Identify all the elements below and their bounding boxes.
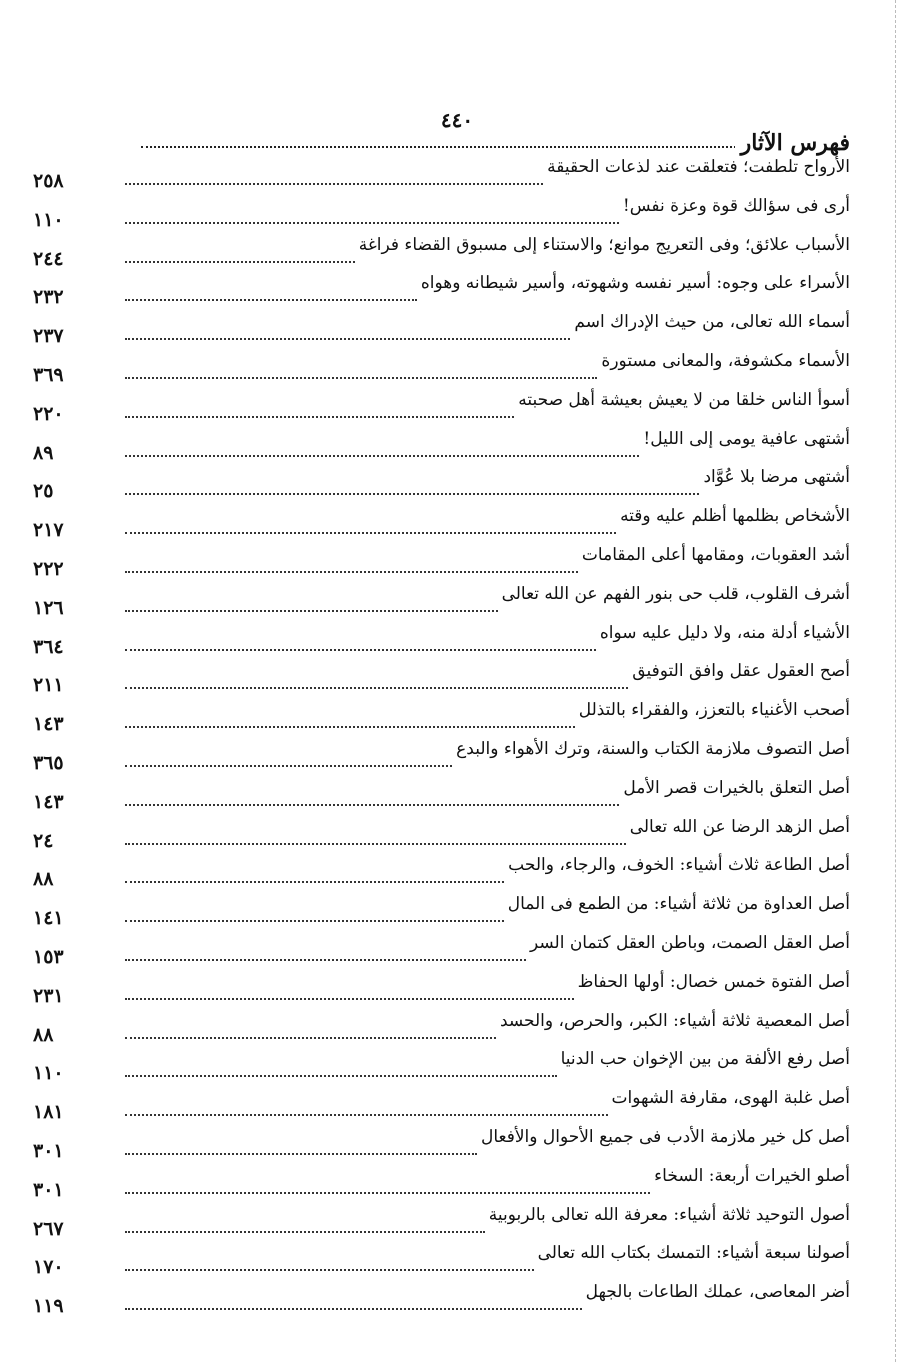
dot-leader: [125, 1269, 534, 1271]
entry-text: أشد العقوبات، ومقامها أعلى المقامات: [581, 544, 850, 565]
entry-page-number: ١١٠: [33, 1062, 64, 1085]
entry-text: أصحب الأغنياء بالتعزز، والفقراء بالتذلل: [578, 700, 850, 721]
entry-text: أصل العقل الصمت، وباطن العقل كتمان السر: [529, 932, 850, 953]
index-entry: [33, 854, 850, 893]
entry-page-number: ٢٣١: [33, 984, 64, 1007]
entry-text: أصل المعصية ثلاثة أشياء: الكبر، والحرص، والحسد: [499, 1010, 850, 1031]
index-entry: [33, 893, 850, 932]
page-number: ٤٤٠: [440, 108, 474, 132]
entry-page-number: ١٤١: [33, 907, 64, 930]
dot-leader: [125, 299, 417, 301]
dot-leader: [125, 1308, 582, 1310]
entry-page-number: ١٧٠: [33, 1256, 64, 1279]
index-entry: [33, 660, 850, 699]
entry-text: أصح العقول عقل وافق التوفيق: [632, 661, 850, 682]
index-entry: [33, 583, 850, 622]
entry-text: الأشخاص بظلمها أظلم عليه وقته: [620, 506, 850, 527]
index-entry: [33, 195, 850, 234]
dot-leader: [125, 1231, 485, 1233]
index-entry: [33, 544, 850, 583]
entry-text: الأسباب علائق؛ وفى التعريج موانع؛ والاستناء إلى مسبوق القضاء فراغة: [358, 234, 850, 255]
dot-leader: [125, 261, 355, 263]
entry-text: أسماء الله تعالى، من حيث الإدراك اسم: [574, 312, 850, 333]
dot-leader: [125, 222, 619, 224]
index-entry: [33, 428, 850, 467]
entry-text: أشتهى مرضا بلا عُوَّاد: [703, 467, 850, 488]
index-entry: [33, 272, 850, 311]
entry-page-number: ٢٢٠: [33, 402, 64, 425]
dot-leader: [125, 1037, 496, 1039]
index-entry: [33, 1281, 850, 1320]
index-entry: [33, 466, 850, 505]
entry-text: أشتهى عافية يومى إلى الليل!: [643, 428, 850, 449]
index-entry: [33, 1126, 850, 1165]
entry-text: الأرواح تلطفت؛ فتعلقت عند لذعات الحقيقة: [547, 157, 850, 177]
entry-page-number: ٢٣٢: [33, 286, 64, 309]
dot-leader: [125, 1075, 557, 1077]
dot-leader: [125, 649, 596, 651]
dot-leader: [125, 1153, 477, 1155]
index-entry: [33, 699, 850, 738]
entry-text: أصل غلبة الهوى، مقارفة الشهوات: [611, 1088, 850, 1109]
dot-leader: [125, 377, 597, 379]
entry-text: أصل الطاعة ثلاث أشياء: الخوف، والرجاء، والحب: [508, 855, 850, 876]
entry-page-number: ١٢٦: [33, 596, 64, 619]
entry-page-number: ٣٠١: [33, 1178, 64, 1201]
entry-page-number: ١٥٣: [33, 945, 64, 968]
index-entry: [33, 156, 850, 195]
index-entry: [33, 389, 850, 428]
entry-text: أشرف القلوب، قلب حى بنور الفهم عن الله تعالى: [501, 583, 850, 604]
dot-leader: [125, 765, 452, 767]
entry-page-number: ٢١٧: [33, 519, 64, 542]
entry-text: أصل رفع الألفة من بين الإخوان حب الدنيا: [560, 1049, 850, 1070]
index-entry: [33, 1204, 850, 1243]
index-entry: [33, 505, 850, 544]
entry-page-number: ٣٠١: [33, 1139, 64, 1162]
dot-leader: [125, 1114, 608, 1116]
entry-page-number: ٨٨: [33, 868, 54, 891]
entry-page-number: ١٤٣: [33, 713, 64, 736]
entry-text: أرى فى سؤالك قوة وعزة نفس!: [622, 195, 850, 216]
index-title: فهرس الآثار: [735, 130, 850, 156]
dot-leader: [125, 959, 526, 961]
entry-page-number: ٣٦٥: [33, 751, 64, 774]
entry-text: أصل العداوة من ثلاثة أشياء: من الطمع فى المال: [507, 894, 850, 915]
scan-edge-line: [895, 0, 896, 1362]
header-dot-leader: [141, 146, 740, 148]
entry-page-number: ٢٤: [33, 829, 54, 852]
dot-leader: [125, 610, 498, 612]
entry-text: أصل الزهد الرضا عن الله تعالى: [629, 816, 850, 837]
entry-text: الأسراء على وجوه: أسير نفسه وشهوته، وأسير شيطانه وهواه: [420, 273, 850, 294]
entry-page-number: ١٨١: [33, 1101, 64, 1124]
index-entry: [33, 971, 850, 1010]
dot-leader: [125, 455, 639, 457]
dot-leader: [125, 183, 543, 185]
index-entry: [33, 622, 850, 661]
dot-leader: [125, 881, 504, 883]
entry-page-number: ٢١١: [33, 674, 64, 697]
entry-page-number: ٢٤٤: [33, 247, 64, 270]
index-entry: [33, 1087, 850, 1126]
entry-text: أصولنا سبعة أشياء: التمسك بكتاب الله تعالى: [537, 1243, 850, 1264]
index-entry: [33, 311, 850, 350]
dot-leader: [125, 920, 504, 922]
entry-page-number: ٢٣٧: [33, 325, 64, 348]
entry-page-number: ١١٩: [33, 1295, 64, 1318]
entry-page-number: ١١٠: [33, 208, 64, 231]
index-entry: [33, 1242, 850, 1281]
dot-leader: [125, 416, 514, 418]
dot-leader: [125, 687, 628, 689]
index-entry: [33, 777, 850, 816]
entry-page-number: ٨٩: [33, 441, 54, 464]
dot-leader: [125, 532, 616, 534]
dot-leader: [125, 843, 626, 845]
index-entry: [33, 816, 850, 855]
entry-text: الأسماء مكشوفة، والمعانى مستورة: [601, 350, 850, 371]
dot-leader: [125, 338, 570, 340]
dot-leader: [125, 726, 575, 728]
entry-text: الأشياء أدلة منه، ولا دليل عليه سواه: [599, 622, 850, 643]
entry-text: أضر المعاصى، عملك الطاعات بالجهل: [585, 1282, 850, 1303]
entry-text: أصل التعلق بالخيرات قصر الأمل: [623, 777, 850, 798]
index-entry: [33, 1010, 850, 1049]
entry-page-number: ٨٨: [33, 1023, 54, 1046]
dot-leader: [125, 804, 619, 806]
entry-page-number: ٢٥: [33, 480, 54, 503]
dot-leader: [125, 571, 578, 573]
entry-page-number: ٢٦٧: [33, 1217, 64, 1240]
entry-page-number: ١٤٣: [33, 790, 64, 813]
dot-leader: [125, 1192, 650, 1194]
dot-leader: [125, 493, 699, 495]
index-entry: [33, 738, 850, 777]
entry-text: أصل كل خير ملازمة الأدب فى جميع الأحوال والأفعال: [480, 1126, 850, 1147]
index-entry: [33, 1165, 850, 1204]
entry-text: أصلو الخيرات أربعة: السخاء: [654, 1165, 850, 1186]
entry-page-number: ٢٥٨: [33, 170, 64, 192]
index-entries: [33, 156, 850, 1320]
entry-text: أصل التصوف ملازمة الكتاب والسنة، وترك الأهواء والبدع: [456, 738, 850, 759]
index-entry: [33, 932, 850, 971]
entry-text: أسوأ الناس خلقا من لا يعيش بعيشة أهل صحبته: [518, 389, 850, 410]
entry-text: أصل الفتوة خمس خصال: أولها الحفاظ: [577, 971, 850, 992]
entry-page-number: ٣٦٤: [33, 635, 64, 658]
entry-page-number: ٢٢٢: [33, 557, 64, 580]
index-entry: [33, 1048, 850, 1087]
entry-text: أصول التوحيد ثلاثة أشياء: معرفة الله تعالى بالربوبية: [488, 1204, 850, 1225]
dot-leader: [125, 998, 574, 1000]
index-entry: [33, 234, 850, 273]
index-entry: [33, 350, 850, 389]
entry-page-number: ٣٦٩: [33, 363, 64, 386]
